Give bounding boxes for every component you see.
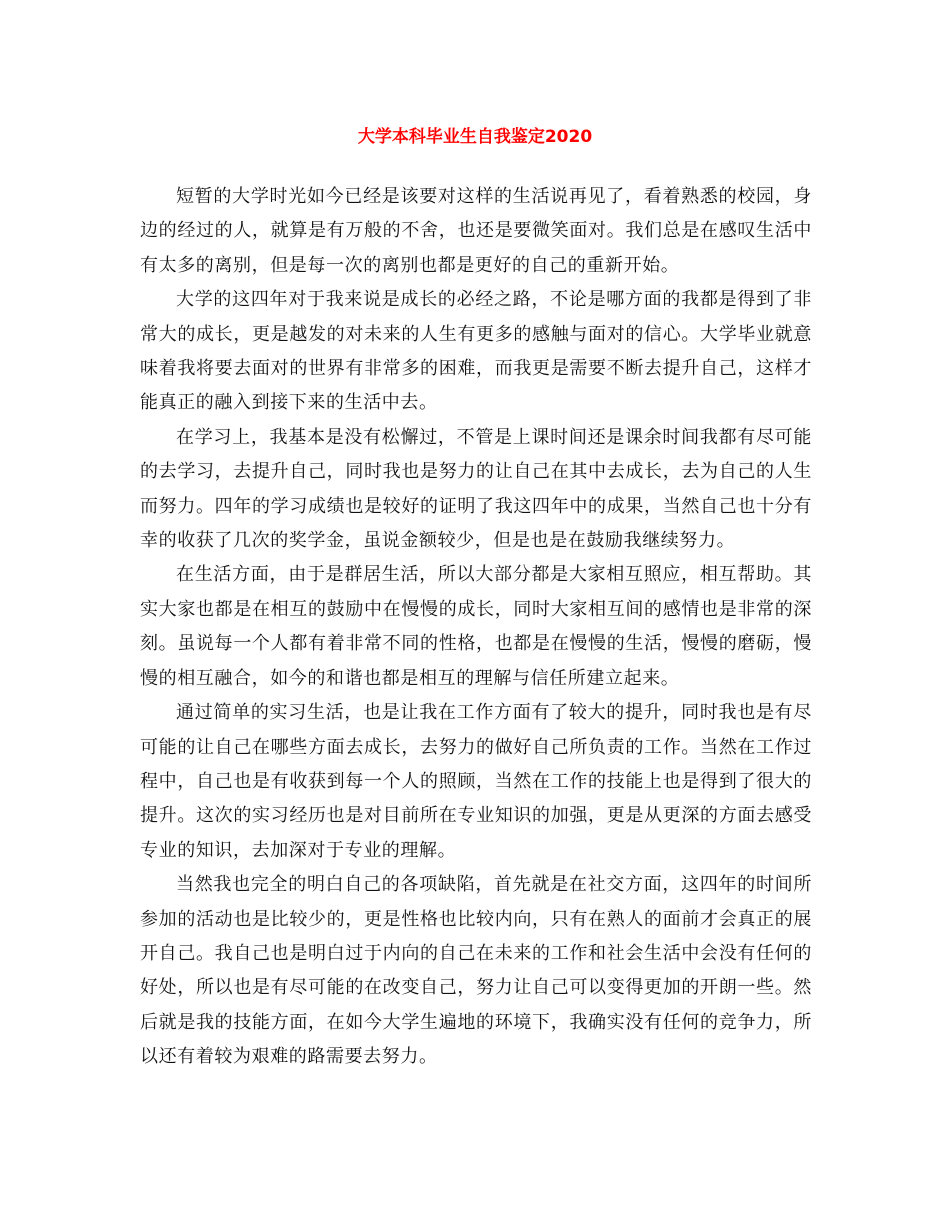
paragraph: 在学习上，我基本是没有松懈过，不管是上课时间还是课余时间我都有尽可能的去学习，去提升自己，同时我也是努力的让自己在其中去成长，去为自己的人生而努力。四年的学习成绩也是较好的证明了我这四年中的成果，当然自己也十分有幸的收获了几次的奖学金，虽说金额较少，但是也是在鼓励我继续努力。 bbox=[140, 426, 812, 552]
paragraph: 通过简单的实习生活，也是让我在工作方面有了较大的提升，同时我也是有尽可能的让自己在哪些方面去成长，去努力的做好自己所负责的工作。当然在工作过程中，自己也是有收获到每一个人的照顾，当然在工作的技能上也是得到了很大的提升。这次的实习经历也是对目前所在专业知识的加强，更是从更深的方面去感受专业的知识，去加深对于专业的理解。 bbox=[140, 702, 812, 861]
paragraph: 短暂的大学时光如今已经是该要对这样的生活说再见了，看着熟悉的校园，身边的经过的人，就算是有万般的不舍，也还是要微笑面对。我们总是在感叹生活中有太多的离别，但是每一次的离别也都是更好的自己的重新开始。 bbox=[140, 186, 812, 276]
document-title: 大学本科毕业生自我鉴定2020 bbox=[357, 127, 593, 147]
paragraph: 大学的这四年对于我来说是成长的必经之路，不论是哪方面的我都是得到了非常大的成长，更是越发的对未来的人生有更多的感触与面对的信心。大学毕业就意味着我将要去面对的世界有非常多的困难，而我更是需要不断去提升自己，这样才能真正的融入到接下来的生活中去。 bbox=[140, 289, 812, 414]
paragraph: 当然我也完全的明白自己的各项缺陷，首先就是在社交方面，这四年的时间所参加的活动也是比较少的，更是性格也比较内向，只有在熟人的面前才会真正的展开自己。我自己也是明白过于内向的自己在未来的工作和社会生活中会没有任何的好处，所以也是有尽可能的在改变自己，努力让自己可以变得更加的开朗一些。然后就是我的技能方面，在如今大学生遍地的环境下，我确实没有任何的竞争力，所以还有着较为艰难的路需要去努力。 bbox=[140, 874, 812, 1068]
document-body bbox=[140, 180, 812, 1075]
paragraph: 在生活方面，由于是群居生活，所以大部分都是大家相互照应，相互帮助。其实大家也都是在相互的鼓励中在慢慢的成长，同时大家相互间的感情也是非常的深刻。虽说每一个人都有着非常不同的性格，也都是在慢慢的生活，慢慢的磨砺，慢慢的相互融合，如今的和谐也都是相互的理解与信任所建立起来。 bbox=[140, 564, 812, 689]
